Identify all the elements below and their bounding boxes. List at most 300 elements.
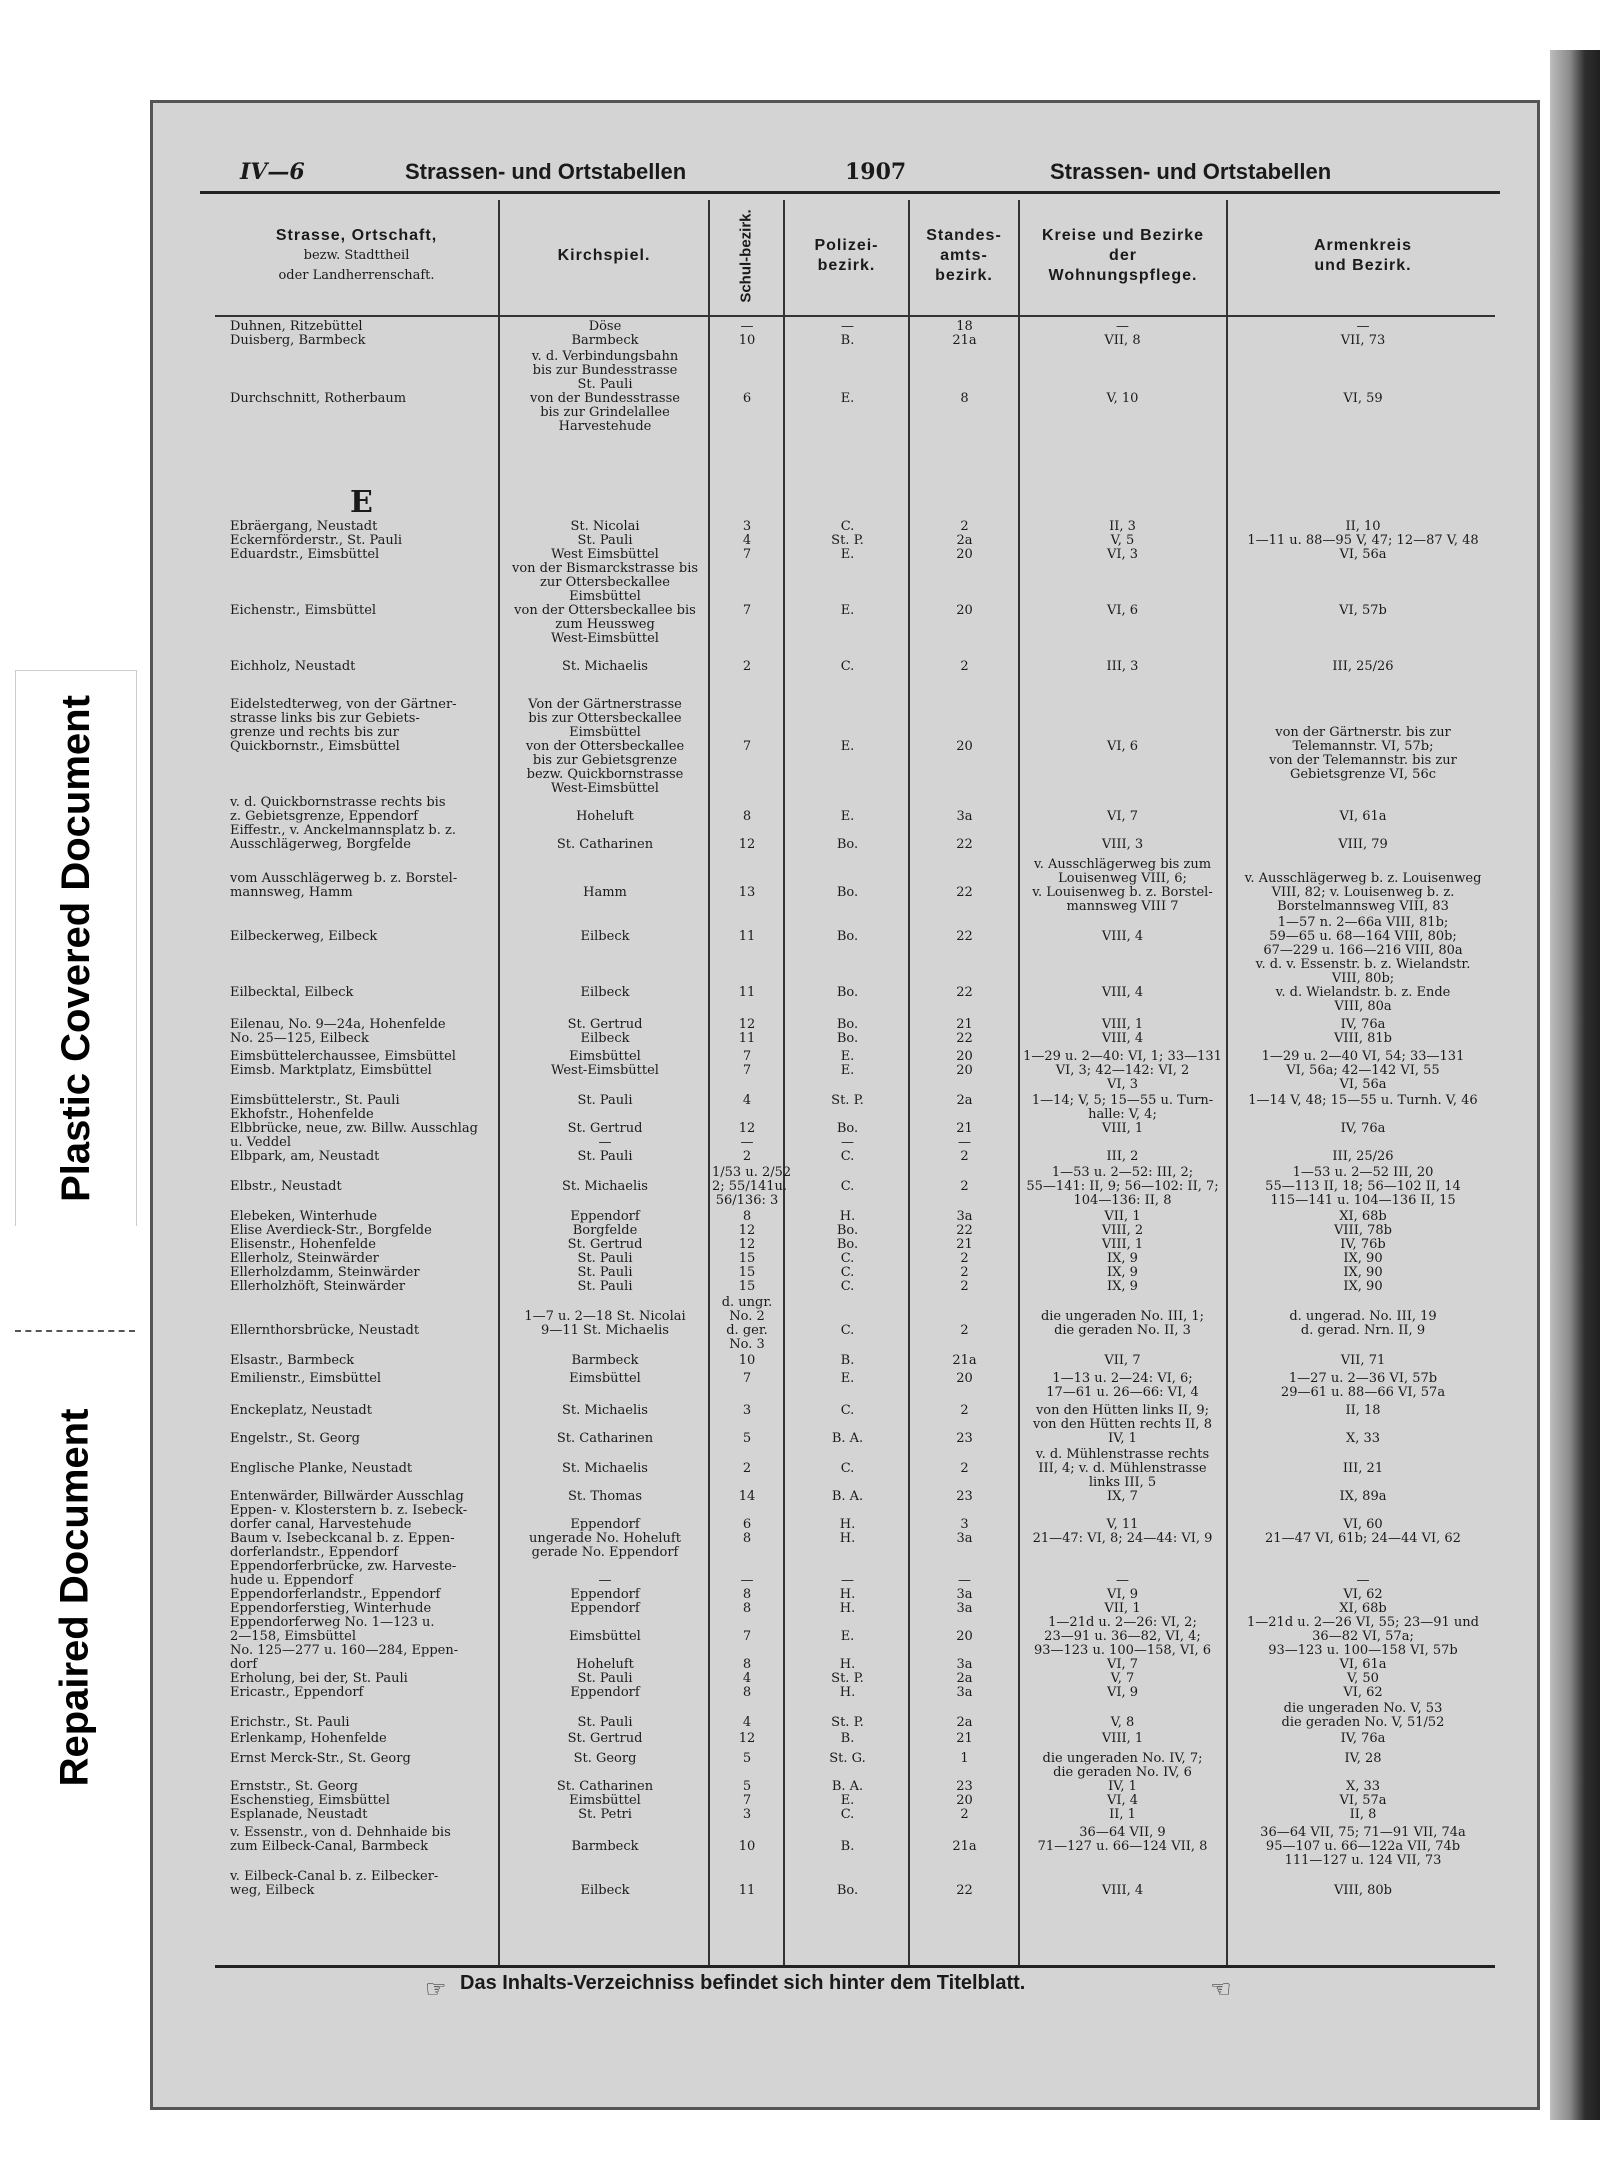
table-cell-c4: 22: [956, 985, 973, 1000]
col-head-police-l1: Polizei-: [814, 237, 879, 254]
column-divider: [783, 200, 785, 1965]
table-cell-c1: Eilbeck: [580, 1883, 630, 1898]
table-cell-c1: Eimsbüttel: [569, 725, 641, 740]
table-cell-c0: Ericastr., Eppendorf: [230, 1686, 364, 1700]
table-cell-c2: 12: [738, 1237, 756, 1252]
table-cell-c0: Ellerholz, Steinwärder: [230, 1252, 379, 1266]
table-cell-c6: II, 18: [1345, 1404, 1381, 1418]
header-rule: [215, 315, 1495, 317]
table-cell-c1: St. Pauli: [577, 1149, 633, 1164]
table-cell-c5: IV, 1: [1108, 1780, 1137, 1794]
table-cell-c0: Ellerholzdamm, Steinwärder: [230, 1266, 420, 1280]
table-cell-c6: IV, 76a: [1340, 1018, 1386, 1032]
table-cell-c5: die geraden No. IV, 6: [1053, 1766, 1192, 1780]
table-cell-c6: die geraden No. V, 51/52: [1281, 1716, 1445, 1730]
table-cell-c5: IX, 9: [1107, 1280, 1138, 1294]
table-cell-c6: v. Ausschlägerweg b. z. Louisenweg: [1244, 872, 1482, 886]
table-cell-c0: Eppendorferstieg, Winterhude: [230, 1602, 432, 1616]
table-cell-c0: vom Ausschlägerweg b. z. Borstel-: [230, 872, 458, 886]
table-cell-c6: VI, 61a: [1339, 1658, 1387, 1672]
page-number: IV—6: [240, 159, 305, 185]
table-cell-c6: VI, 61a: [1339, 810, 1387, 824]
table-cell-c6: VI, 56a; 42—142 VI, 55: [1286, 1064, 1440, 1078]
table-cell-c0: Eschenstieg, Eimsbüttel: [230, 1794, 390, 1808]
table-cell-c6: III, 21: [1342, 1462, 1384, 1476]
table-cell-c2: 7: [742, 1049, 752, 1064]
table-cell-c2: 12: [738, 837, 756, 852]
side-label-repaired-text: Repaired Document: [52, 1408, 97, 1786]
table-cell-c5: VI, 9: [1106, 1588, 1139, 1602]
table-cell-c5: 1—13 u. 2—24: VI, 6;: [1052, 1372, 1193, 1386]
table-cell-c0: strasse links bis zur Gebiets-: [230, 712, 420, 726]
table-cell-c1: 1—7 u. 2—18 St. Nicolai: [524, 1309, 686, 1324]
table-cell-c4: 20: [956, 1629, 973, 1644]
table-cell-c4: 2: [960, 1251, 969, 1266]
table-cell-c3: C.: [840, 1265, 855, 1280]
table-cell-c6: VIII, 78b: [1334, 1224, 1392, 1238]
table-cell-c6: II, 8: [1349, 1808, 1377, 1822]
table-cell-c1: St. Pauli: [577, 1715, 633, 1730]
table-cell-c2: 7: [742, 1793, 752, 1808]
table-cell-c3: H.: [839, 1209, 856, 1224]
table-cell-c6: 1—53 u. 2—52 III, 20: [1292, 1166, 1434, 1180]
table-cell-c0: zum Eilbeck-Canal, Barmbeck: [230, 1840, 429, 1854]
col-head-housing-l2: der: [1109, 247, 1137, 264]
table-cell-c5: 1—29 u. 2—40: VI, 1; 33—131: [1023, 1050, 1222, 1064]
table-cell-c6: VI, 56a: [1339, 1078, 1387, 1092]
table-cell-c6: VII, 73: [1340, 334, 1386, 348]
table-cell-c6: III, 25/26: [1332, 660, 1394, 674]
table-cell-c1: Eilbeck: [580, 929, 630, 944]
table-cell-c0: Eimsbüttelerchaussee, Eimsbüttel: [230, 1050, 456, 1064]
table-cell-c4: 21: [956, 1017, 973, 1032]
table-cell-c3: Bo.: [836, 1121, 859, 1136]
table-cell-c6: 1—57 n. 2—66a VIII, 81b;: [1277, 916, 1449, 930]
table-cell-c3: H.: [839, 1587, 856, 1602]
table-cell-c2: 2: [742, 1149, 752, 1164]
table-cell-c5: VIII, 2: [1101, 1224, 1144, 1238]
table-cell-c3: E.: [840, 391, 855, 406]
table-cell-c5: 1—21d u. 2—26: VI, 2;: [1048, 1616, 1197, 1630]
table-cell-c5: VIII, 4: [1101, 1032, 1144, 1046]
col-head-registry-l2: amts-: [940, 247, 988, 264]
table-cell-c1: St. Pauli: [577, 1093, 633, 1108]
table-cell-c4: 22: [956, 1223, 973, 1238]
table-cell-c6: IX, 90: [1343, 1252, 1383, 1266]
table-cell-c4: 2a: [956, 1715, 973, 1730]
table-cell-c6: XI, 68b: [1339, 1210, 1387, 1224]
col-head-school: [710, 200, 785, 312]
table-cell-c1: Eimsbüttel: [569, 1629, 641, 1644]
table-cell-c1: gerade No. Eppendorf: [531, 1545, 679, 1560]
table-cell-c5: V, 7: [1110, 1672, 1135, 1686]
table-cell-c1: St. Thomas: [567, 1489, 642, 1504]
table-cell-c6: VI, 56a: [1339, 548, 1387, 562]
table-cell-c6: VIII, 80b: [1334, 1884, 1392, 1898]
col-head-parish: [500, 200, 710, 312]
table-cell-c0: Ernststr., St. Georg: [230, 1780, 358, 1794]
table-cell-c5: von den Hütten rechts II, 8: [1033, 1418, 1212, 1432]
table-cell-c5: IX, 9: [1107, 1252, 1138, 1266]
table-cell-c3: B.: [840, 333, 855, 348]
col-head-police: [785, 200, 910, 312]
table-cell-c0: Eppendorferlandstr., Eppendorf: [230, 1588, 441, 1602]
table-cell-c6: VIII, 80a: [1334, 1000, 1392, 1014]
table-cell-c0: Englische Planke, Neustadt: [230, 1462, 413, 1476]
table-cell-c0: Elisenstr., Hohenfelde: [230, 1238, 376, 1252]
table-cell-c0: Quickbornstr., Eimsbüttel: [230, 740, 400, 754]
table-cell-c2: d. ungr.: [721, 1295, 773, 1310]
table-cell-c4: 22: [956, 837, 973, 852]
table-cell-c2: 11: [738, 929, 756, 944]
header-year: 1907: [845, 159, 907, 185]
table-cell-c6: VIII, 79: [1338, 838, 1388, 852]
table-cell-c2: 10: [738, 333, 756, 348]
table-cell-c1: Eimsbüttel: [569, 589, 641, 604]
table-cell-c4: 3a: [956, 1685, 973, 1700]
table-cell-c2: 11: [738, 1031, 756, 1046]
table-cell-c5: Louisenweg VIII, 6;: [1058, 872, 1187, 886]
table-cell-c3: C.: [840, 1807, 855, 1822]
table-cell-c2: 11: [738, 985, 756, 1000]
table-cell-c1: Eppendorf: [570, 1587, 640, 1602]
table-cell-c0: Eiffestr., v. Anckelmannsplatz b. z.: [230, 824, 456, 838]
table-cell-c0: Eichenstr., Eimsbüttel: [230, 604, 377, 618]
table-cell-c3: St. P.: [831, 1671, 864, 1686]
table-cell-c0: Duhnen, Ritzebüttel: [230, 320, 363, 334]
table-cell-c4: 2: [960, 1149, 969, 1164]
table-cell-c6: VIII, 82; v. Louisenweg b. z.: [1271, 886, 1455, 900]
table-cell-c6: 1—14 V, 48; 15—55 u. Turnh. V, 46: [1248, 1094, 1478, 1108]
table-cell-c3: E.: [840, 603, 855, 618]
table-cell-c6: v. d. v. Essenstr. b. z. Wielandstr.: [1255, 958, 1471, 972]
table-cell-c2: 7: [742, 1629, 752, 1644]
table-cell-c1: St. Petri: [578, 1807, 632, 1822]
table-cell-c1: St. Gertrud: [567, 1731, 643, 1746]
table-cell-c1: West-Eimsbüttel: [551, 1063, 659, 1078]
table-cell-c0: Ausschlägerweg, Borgfelde: [230, 838, 411, 852]
table-cell-c6: VI, 62: [1343, 1686, 1383, 1700]
table-cell-c2: 7: [742, 739, 752, 754]
table-cell-c1: West-Eimsbüttel: [551, 631, 659, 646]
table-cell-c4: 21: [956, 1121, 973, 1136]
table-cell-c0: Duisberg, Barmbeck: [230, 334, 366, 348]
table-cell-c0: weg, Eilbeck: [230, 1884, 315, 1898]
table-cell-c3: St. P.: [831, 533, 864, 548]
table-cell-c0: No. 25—125, Eilbeck: [230, 1032, 369, 1046]
table-cell-c0: Enckeplatz, Neustadt: [230, 1404, 372, 1418]
table-cell-c1: Eimsbüttel: [569, 1049, 641, 1064]
table-cell-c2: 8: [742, 1601, 752, 1616]
table-cell-c6: IV, 28: [1344, 1752, 1382, 1766]
table-cell-c3: B. A.: [831, 1431, 864, 1446]
table-cell-c3: E.: [840, 1793, 855, 1808]
table-cell-c2: 12: [738, 1121, 756, 1136]
table-cell-c2: 15: [738, 1251, 756, 1266]
table-cell-c5: VI, 4: [1106, 1794, 1139, 1808]
table-cell-c5: VI, 7: [1106, 1658, 1139, 1672]
table-cell-c4: 2a: [956, 533, 973, 548]
table-cell-c5: 71—127 u. 66—124 VII, 8: [1037, 1840, 1208, 1854]
table-cell-c3: Bo.: [836, 1237, 859, 1252]
table-cell-c4: 3a: [956, 1209, 973, 1224]
table-cell-c0: Emilienstr., Eimsbüttel: [230, 1372, 382, 1386]
table-cell-c4: 3a: [956, 1587, 973, 1602]
table-cell-c2: 8: [742, 1209, 752, 1224]
table-cell-c5: VI, 3; 42—142: VI, 2: [1055, 1064, 1190, 1078]
table-cell-c3: Bo.: [836, 985, 859, 1000]
table-cell-c6: 1—27 u. 2—36 VI, 57b: [1288, 1372, 1438, 1386]
table-cell-c2: No. 3: [729, 1337, 765, 1352]
table-cell-c3: Bo.: [836, 1017, 859, 1032]
table-cell-c1: Eppendorf: [570, 1517, 640, 1532]
table-cell-c4: 23: [956, 1431, 973, 1446]
table-cell-c6: Gebietsgrenze VI, 56c: [1289, 768, 1437, 782]
table-cell-c2: 2: [742, 659, 752, 674]
table-cell-c1: St. Pauli: [577, 1265, 633, 1280]
table-cell-c6: VI, 57b: [1339, 604, 1387, 618]
table-cell-c5: v. Louisenweg b. z. Borstel-: [1032, 886, 1213, 900]
table-cell-c0: v. d. Quickbornstrasse rechts bis: [230, 796, 446, 810]
table-cell-c3: St. P.: [831, 1093, 864, 1108]
table-cell-c6: 36—64 VII, 75; 71—91 VII, 74a: [1260, 1826, 1466, 1840]
table-cell-c2: 3: [742, 519, 752, 534]
table-cell-c2: 10: [738, 1353, 756, 1368]
table-cell-c4: 1: [960, 1751, 969, 1766]
table-cell-c1: Harvestehude: [558, 419, 652, 434]
table-cell-c3: Bo.: [836, 1223, 859, 1238]
table-cell-c6: V, 50: [1347, 1672, 1379, 1686]
table-cell-c1: St. Michaelis: [562, 1461, 648, 1476]
column-divider: [498, 200, 500, 1965]
table-cell-c4: 20: [956, 603, 973, 618]
table-cell-c6: 93—123 u. 100—158 VI, 57b: [1268, 1644, 1458, 1658]
table-cell-c0: Ekhofstr., Hohenfelde: [230, 1108, 374, 1122]
table-cell-c2: 2; 55/141u.: [712, 1179, 788, 1194]
col-head-registry-l3: bezirk.: [935, 267, 993, 284]
table-cell-c4: 22: [956, 929, 973, 944]
table-cell-c6: 55—113 II, 18; 56—102 II, 14: [1265, 1180, 1461, 1194]
table-cell-c4: 2a: [956, 1671, 973, 1686]
pointing-hand-icon: ☜: [1210, 1975, 1232, 2003]
table-cell-c0: mannsweg, Hamm: [230, 886, 353, 900]
table-cell-c4: 21: [956, 1731, 973, 1746]
table-cell-c3: H.: [839, 1685, 856, 1700]
col-head-street-l2: bezw. Stadttheil: [303, 248, 410, 263]
table-cell-c2: —: [740, 1135, 754, 1150]
table-cell-c4: 21a: [952, 1353, 977, 1368]
table-cell-c5: V, 10: [1106, 392, 1139, 406]
table-cell-c1: West Eimsbüttel: [551, 547, 659, 562]
col-head-school-text: Schul-bezirk.: [737, 209, 755, 303]
col-head-street: [215, 200, 500, 312]
table-cell-c1: St. Gertrud: [567, 1017, 643, 1032]
table-cell-c1: von der Bundesstrasse: [530, 391, 680, 406]
table-cell-c3: H.: [839, 1517, 856, 1532]
table-cell-c0: Elebeken, Winterhude: [230, 1210, 378, 1224]
table-cell-c2: 15: [738, 1279, 756, 1294]
table-cell-c6: 1—11 u. 88—95 V, 47; 12—87 V, 48: [1247, 534, 1479, 548]
table-cell-c0: Erholung, bei der, St. Pauli: [230, 1672, 408, 1686]
table-cell-c6: 115—141 u. 104—136 II, 15: [1270, 1194, 1456, 1208]
table-cell-c3: Bo.: [836, 885, 859, 900]
table-cell-c6: 59—65 u. 68—164 VIII, 80b;: [1269, 930, 1457, 944]
table-cell-c1: Eimsbüttel: [569, 1793, 641, 1808]
table-cell-c1: Hoheluft: [576, 1657, 634, 1672]
bottom-rule: [215, 1965, 1495, 1968]
table-cell-c0: Eppendorferbrücke, zw. Harveste-: [230, 1560, 457, 1574]
table-cell-c2: 4: [742, 1093, 752, 1108]
table-cell-c2: —: [740, 319, 754, 334]
header-title-left: Strassen- und Ortstabellen: [405, 159, 687, 184]
table-cell-c1: —: [598, 1573, 612, 1588]
col-head-poor-l1: Armenkreis: [1313, 237, 1413, 254]
table-cell-c6: IX, 90: [1343, 1266, 1383, 1280]
table-cell-c0: dorfer canal, Harvestehude: [230, 1518, 412, 1532]
table-cell-c3: B. A.: [831, 1489, 864, 1504]
table-cell-c4: 2a: [956, 1093, 973, 1108]
table-cell-c1: Hoheluft: [576, 809, 634, 824]
table-cell-c5: halle: V, 4;: [1088, 1108, 1157, 1122]
table-cell-c5: VI, 3: [1106, 1078, 1139, 1092]
table-cell-c2: 2: [742, 1461, 752, 1476]
table-cell-c1: Barmbeck: [571, 333, 639, 348]
table-cell-c1: Barmbeck: [571, 1353, 639, 1368]
page-edge: [1550, 50, 1600, 2120]
table-cell-c5: III, 4; v. d. Mühlenstrasse: [1038, 1462, 1207, 1476]
table-cell-c6: von der Gärtnerstr. bis zur: [1275, 726, 1451, 740]
table-cell-c6: VI, 62: [1343, 1588, 1383, 1602]
table-cell-c2: 7: [742, 1063, 752, 1078]
table-cell-c3: —: [841, 319, 854, 334]
table-cell-c6: —: [1356, 1574, 1370, 1588]
table-cell-c0: Eduardstr., Eimsbüttel: [230, 548, 380, 562]
table-cell-c1: St. Pauli: [577, 377, 633, 392]
table-cell-c5: VII, 1: [1104, 1210, 1141, 1224]
table-cell-c1: 9—11 St. Michaelis: [541, 1323, 669, 1338]
table-cell-c4: 20: [956, 1793, 973, 1808]
table-cell-c3: C.: [840, 1461, 855, 1476]
table-cell-c6: XI, 68b: [1339, 1602, 1387, 1616]
table-cell-c6: 111—127 u. 124 VII, 73: [1284, 1854, 1442, 1868]
table-cell-c4: 20: [956, 547, 973, 562]
table-cell-c0: Eilbeckerweg, Eilbeck: [230, 930, 378, 944]
table-cell-c4: 3a: [956, 1531, 973, 1546]
table-cell-c5: VI, 9: [1106, 1686, 1139, 1700]
table-cell-c3: Bo.: [836, 837, 859, 852]
table-cell-c3: E.: [840, 1371, 855, 1386]
table-cell-c3: C.: [840, 1149, 855, 1164]
table-cell-c5: V, 11: [1106, 1518, 1139, 1532]
table-cell-c2: 5: [742, 1431, 752, 1446]
table-cell-c6: 1—29 u. 2—40 VI, 54; 33—131: [1261, 1050, 1465, 1064]
table-cell-c1: St. Gertrud: [567, 1237, 643, 1252]
table-cell-c0: Esplanade, Neustadt: [230, 1808, 368, 1822]
pointing-hand-icon: ☞: [425, 1975, 447, 2003]
table-cell-c4: 2: [960, 519, 969, 534]
table-cell-c2: d. ger.: [726, 1323, 768, 1338]
table-cell-c0: Elbstr., Neustadt: [230, 1180, 342, 1194]
table-cell-c5: 17—61 u. 26—66: VI, 4: [1046, 1386, 1199, 1400]
table-cell-c2: —: [740, 1573, 754, 1588]
table-cell-c3: —: [841, 1573, 854, 1588]
table-cell-c1: Eilbeck: [580, 985, 630, 1000]
table-cell-c4: 21: [956, 1237, 973, 1252]
table-cell-c0: Elsastr., Barmbeck: [230, 1354, 355, 1368]
table-cell-c2: 7: [742, 603, 752, 618]
table-cell-c6: VI, 60: [1343, 1518, 1383, 1532]
table-cell-c0: v. Eilbeck-Canal b. z. Eilbecker-: [230, 1870, 439, 1884]
table-cell-c2: 3: [742, 1807, 752, 1822]
table-cell-c1: ungerade No. Hoheluft: [529, 1531, 681, 1546]
table-cell-c6: 29—61 u. 88—66 VI, 57a: [1280, 1386, 1446, 1400]
table-cell-c5: die ungeraden No. III, 1;: [1040, 1310, 1205, 1324]
table-cell-c6: 95—107 u. 66—122a VII, 74b: [1265, 1840, 1461, 1854]
table-cell-c2: 5: [742, 1779, 752, 1794]
side-label-plastic-text: Plastic Covered Document: [53, 695, 98, 1202]
table-cell-c5: links III, 5: [1088, 1476, 1157, 1490]
table-cell-c0: Elise Averdieck-Str., Borgfelde: [230, 1224, 432, 1238]
table-cell-c5: III, 3: [1106, 660, 1139, 674]
table-cell-c6: IV, 76a: [1340, 1122, 1386, 1136]
table-cell-c0: Erichstr., St. Pauli: [230, 1716, 350, 1730]
table-cell-c0: Eppen- v. Klosterstern b. z. Isebeck-: [230, 1504, 468, 1518]
header-title-right: Strassen- und Ortstabellen: [1050, 159, 1332, 184]
table-cell-c5: 55—141: II, 9; 56—102: II, 7;: [1026, 1180, 1219, 1194]
table-cell-c6: von der Telemannstr. bis zur: [1269, 754, 1457, 768]
table-cell-c6: IV, 76a: [1340, 1732, 1386, 1746]
table-cell-c5: III, 2: [1106, 1150, 1139, 1164]
table-cell-c2: 7: [742, 1371, 752, 1386]
table-cell-c6: X, 33: [1345, 1432, 1381, 1446]
table-cell-c0: Entenwärder, Billwärder Ausschlag: [230, 1490, 464, 1504]
table-cell-c4: 22: [956, 885, 973, 900]
table-cell-c1: St. Georg: [573, 1751, 637, 1766]
table-cell-c5: 1—14; V, 5; 15—55 u. Turn-: [1031, 1094, 1214, 1108]
table-cell-c3: C.: [840, 519, 855, 534]
table-cell-c4: 3a: [956, 1657, 973, 1672]
table-cell-c1: von der Ottersbeckallee bis: [514, 603, 696, 618]
table-cell-c2: 5: [742, 1751, 752, 1766]
table-cell-c0: Eidelstedterweg, von der Gärtner-: [230, 698, 457, 712]
table-cell-c1: Eimsbüttel: [569, 1371, 641, 1386]
table-cell-c2: 15: [738, 1265, 756, 1280]
table-cell-c2: 12: [738, 1017, 756, 1032]
table-cell-c6: 1—21d u. 2—26 VI, 55; 23—91 und: [1247, 1616, 1479, 1630]
col-head-street-l1: Strasse, Ortschaft,: [275, 227, 438, 244]
table-cell-c6: Telemannstr. VI, 57b;: [1292, 740, 1434, 754]
table-cell-c4: 20: [956, 739, 973, 754]
col-head-registry: [910, 200, 1020, 312]
table-cell-c5: V, 5: [1110, 534, 1135, 548]
table-cell-c1: zum Heussweg: [555, 617, 655, 632]
col-head-poor-district: [1228, 200, 1498, 312]
table-cell-c4: 18: [956, 319, 973, 334]
table-cell-c1: bis zur Bundesstrasse: [532, 363, 678, 378]
table-cell-c6: II, 10: [1345, 520, 1381, 534]
table-cell-c0: u. Veddel: [230, 1136, 292, 1150]
table-cell-c1: zur Ottersbeckallee: [540, 575, 670, 590]
table-cell-c2: 4: [742, 533, 752, 548]
table-cell-c0: No. 125—277 u. 160—284, Eppen-: [230, 1644, 459, 1658]
table-cell-c5: VI, 6: [1106, 740, 1139, 754]
table-cell-c2: 10: [738, 1839, 756, 1854]
table-cell-c5: 23—91 u. 36—82, VI, 4;: [1044, 1630, 1201, 1644]
table-cell-c6: IX, 90: [1343, 1280, 1383, 1294]
table-cell-c5: II, 3: [1109, 520, 1136, 534]
table-cell-c3: B.: [840, 1839, 855, 1854]
table-cell-c4: 2: [960, 1461, 969, 1476]
